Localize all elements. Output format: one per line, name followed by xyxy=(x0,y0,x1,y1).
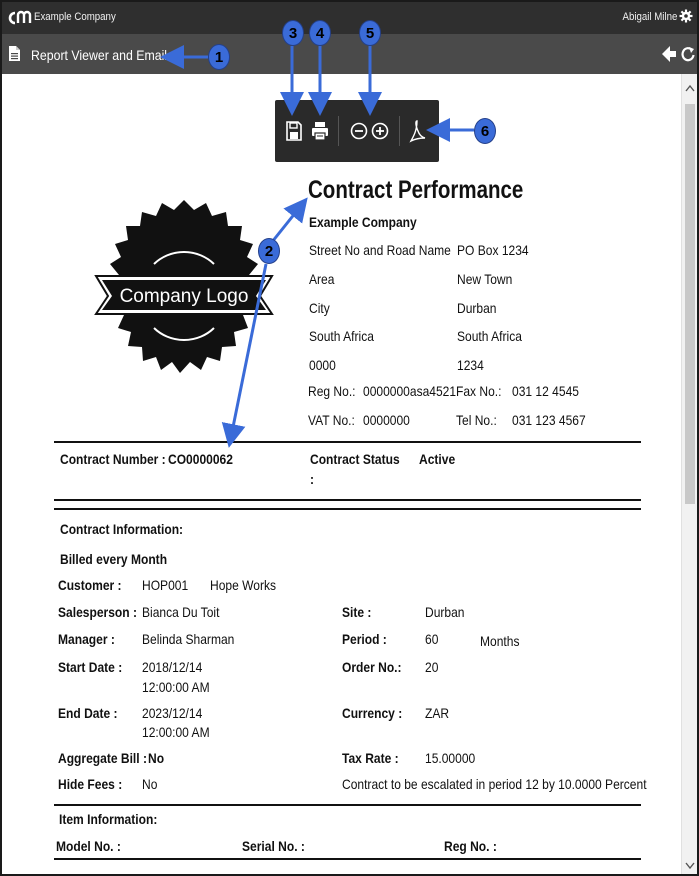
aggregate-bill: No xyxy=(148,750,165,766)
end-date-label: End Date : xyxy=(58,705,118,721)
address-left-5: 0000 xyxy=(309,357,336,373)
annotation-marker: 5 xyxy=(359,20,381,46)
order-no: 20 xyxy=(425,659,439,675)
aggregate-bill-label: Aggregate Bill : xyxy=(58,750,147,766)
site: Durban xyxy=(425,604,465,620)
tax-rate-label: Tax Rate : xyxy=(342,750,399,766)
start-date: 2018/12/14 xyxy=(142,659,203,675)
logo-text: Company Logo xyxy=(119,286,249,307)
annotation-marker: 3 xyxy=(282,20,304,46)
end-time: 12:00:00 AM xyxy=(142,724,210,740)
address-left-1: Street No and Road Name xyxy=(309,242,451,258)
contract-number-label: Contract Number : xyxy=(60,451,166,467)
address-left-4: South Africa xyxy=(309,328,374,344)
billing-frequency: Billed every Month xyxy=(60,551,168,567)
reg-label: Reg No.: xyxy=(308,383,356,399)
contract-number: CO0000062 xyxy=(168,451,233,467)
vat-label: VAT No.: xyxy=(308,412,355,428)
address-right-4: South Africa xyxy=(457,328,522,344)
end-date: 2023/12/14 xyxy=(142,705,203,721)
site-label: Site : xyxy=(342,604,372,620)
start-date-label: Start Date : xyxy=(58,659,123,675)
manager: Belinda Sharman xyxy=(142,631,235,647)
reg-no-label: Reg No. : xyxy=(444,838,497,854)
order-no-label: Order No.: xyxy=(342,659,402,675)
company-name: Example Company xyxy=(34,11,116,23)
fax-value: 031 12 4545 xyxy=(512,383,579,399)
hide-fees-label: Hide Fees : xyxy=(58,776,123,792)
fax-label: Fax No.: xyxy=(456,383,502,399)
contract-status: Active xyxy=(419,451,456,467)
tax-rate: 15.00000 xyxy=(425,750,476,766)
annotation-marker: 1 xyxy=(208,44,230,70)
annotation-marker: 2 xyxy=(258,238,280,264)
contract-info-heading: Contract Information: xyxy=(60,521,184,537)
address-right-3: Durban xyxy=(457,300,497,316)
user-name[interactable]: Abigail Milne xyxy=(622,11,677,23)
period-label: Period : xyxy=(342,631,387,647)
address-left-3: City xyxy=(309,300,330,316)
address-right-2: New Town xyxy=(457,271,513,287)
currency-label: Currency : xyxy=(342,705,403,721)
report-company: Example Company xyxy=(309,214,417,230)
page-title: Report Viewer and Emailer xyxy=(31,47,179,63)
reg-value: 0000000asa4521 xyxy=(363,383,457,399)
model-no-label: Model No. : xyxy=(56,838,121,854)
annotation-marker: 4 xyxy=(309,20,331,46)
salesperson-label: Salesperson : xyxy=(58,604,137,620)
salesperson: Bianca Du Toit xyxy=(142,604,220,620)
customer-name: Hope Works xyxy=(210,577,277,593)
customer-label: Customer : xyxy=(58,577,122,593)
annotation-arrows xyxy=(2,2,697,874)
address-right-1: PO Box 1234 xyxy=(457,242,529,258)
contract-status-label: Contract Status xyxy=(310,451,400,467)
currency: ZAR xyxy=(425,705,450,721)
address-left-2: Area xyxy=(309,271,335,287)
contract-status-colon: : xyxy=(310,471,315,487)
item-info-heading: Item Information: xyxy=(59,811,158,827)
period-unit: Months xyxy=(480,633,520,649)
manager-label: Manager : xyxy=(58,631,115,647)
period: 60 xyxy=(425,631,439,647)
customer-code: HOP001 xyxy=(142,577,189,593)
address-right-5: 1234 xyxy=(457,357,484,373)
report-title: Contract Performance xyxy=(308,176,524,204)
tel-label: Tel No.: xyxy=(456,412,497,428)
escalation-note: Contract to be escalated in period 12 by 10.0000 Percent xyxy=(342,776,647,792)
tel-value: 031 123 4567 xyxy=(512,412,586,428)
hide-fees: No xyxy=(142,776,158,792)
annotation-marker: 6 xyxy=(474,118,496,144)
start-time: 12:00:00 AM xyxy=(142,679,210,695)
vat-value: 0000000 xyxy=(363,412,410,428)
serial-no-label: Serial No. : xyxy=(242,838,305,854)
